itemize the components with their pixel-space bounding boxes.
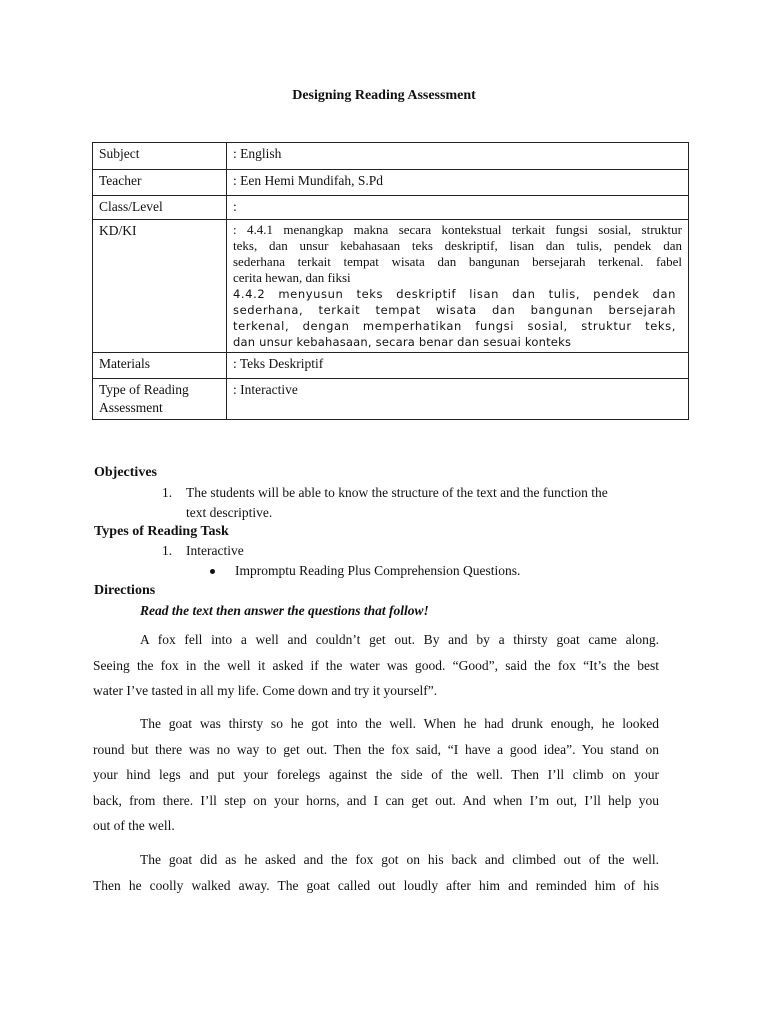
task-label: Interactive [186, 543, 244, 558]
kd-line: teks, dan unsur kebahasaan teks deskriptif, lisan dan tulis, pendek dan [233, 238, 682, 253]
kd-441 [233, 222, 682, 286]
objectives-heading: Objectives [94, 465, 157, 480]
objective-number: 1. [162, 485, 173, 500]
task-number: 1. [162, 543, 173, 558]
directions-heading: Directions [94, 583, 156, 598]
kd-line: dan unsur kebahasaan, secara benar dan sesuai konteks [233, 335, 572, 349]
table-row [93, 353, 689, 379]
kd-line: terkenal, dengan memperhatikan fungsi sosial, struktur teks, [233, 319, 676, 333]
story-line: The goat was thirsty so he got into the well. When he had drunk enough, he looked [140, 716, 659, 731]
story-line: back, from there. I’ll step on your horns, and I can get out. And when I’m out, I’ll help you [93, 792, 659, 808]
directions-instruction: Read the text then answer the questions that follow! [140, 603, 429, 618]
objective-text-line: text descriptive. [186, 505, 273, 520]
table-row [93, 379, 689, 420]
story-paragraph [93, 711, 659, 839]
story-line: out of the well. [93, 818, 175, 833]
bullet-icon [210, 569, 215, 574]
subject-label: Subject [93, 143, 227, 170]
story-line: your hind legs and put your forelegs against the side of the well. Then I’ll climb on your [93, 767, 659, 782]
story-paragraph [93, 627, 659, 704]
reading-type-value: : Interactive [227, 379, 689, 420]
subject-value: : English [227, 143, 689, 170]
kd-442 [233, 286, 676, 350]
info-table [92, 142, 689, 420]
class-level-value: : [227, 196, 689, 220]
task-bullet-item [210, 563, 520, 579]
story-line: A fox fell into a well and couldn’t get out. By and by a thirsty goat came along. [140, 632, 659, 647]
kd-ki-label: KD/KI [93, 220, 227, 353]
story-line: round but there was no way to get out. Then the fox said, “I have a good idea”. You stand on [93, 741, 659, 757]
table-row [93, 143, 689, 170]
teacher-label: Teacher [93, 170, 227, 196]
teacher-value: : Een Hemi Mundifah, S.Pd [227, 170, 689, 196]
materials-label: Materials [93, 353, 227, 379]
materials-value: : Teks Deskriptif [227, 353, 689, 379]
story-paragraph [93, 847, 659, 898]
kd-ki-value [227, 220, 689, 353]
story-line: The goat did as he asked and the fox got on his back and climbed out of the well. [140, 852, 659, 867]
story-line: Then he coolly walked away. The goat called out loudly after him and reminded him of his [93, 877, 659, 893]
kd-line: 4.4.2 menyusun teks deskriptif lisan dan tulis, pendek dan [233, 287, 676, 301]
kd-line: sederhana terkait tempat wisata dan bangunan bersejarah terkenal. fabel [233, 254, 682, 269]
objective-text-line: The students will be able to know the structure of the text and the function the [186, 485, 608, 500]
task-bullet-label: Impromptu Reading Plus Comprehension Questions. [235, 563, 521, 578]
story-line: water I’ve tasted in all my life. Come down and try it yourself”. [93, 683, 438, 698]
kd-line: : 4.4.1 menangkap makna secara kontekstual terkait fungsi sosial, struktur [233, 222, 682, 237]
story-line: Seeing the fox in the well it asked if the water was good. “Good”, said the fox “It’s the best [93, 657, 659, 673]
reading-type-label [93, 379, 227, 420]
table-row [93, 196, 689, 220]
table-row [93, 220, 689, 353]
reading-type-label-line: Type of Reading [99, 382, 189, 397]
table-row [93, 170, 689, 196]
reading-task-heading: Types of Reading Task [94, 524, 229, 539]
reading-type-label-line: Assessment [99, 400, 163, 415]
kd-line: sederhana, terkait tempat wisata dan bangunan bersejarah [233, 303, 676, 317]
document-title: Designing Reading Assessment [292, 88, 476, 103]
class-level-label: Class/Level [93, 196, 227, 220]
kd-line: cerita hewan, dan fiksi [233, 270, 351, 285]
